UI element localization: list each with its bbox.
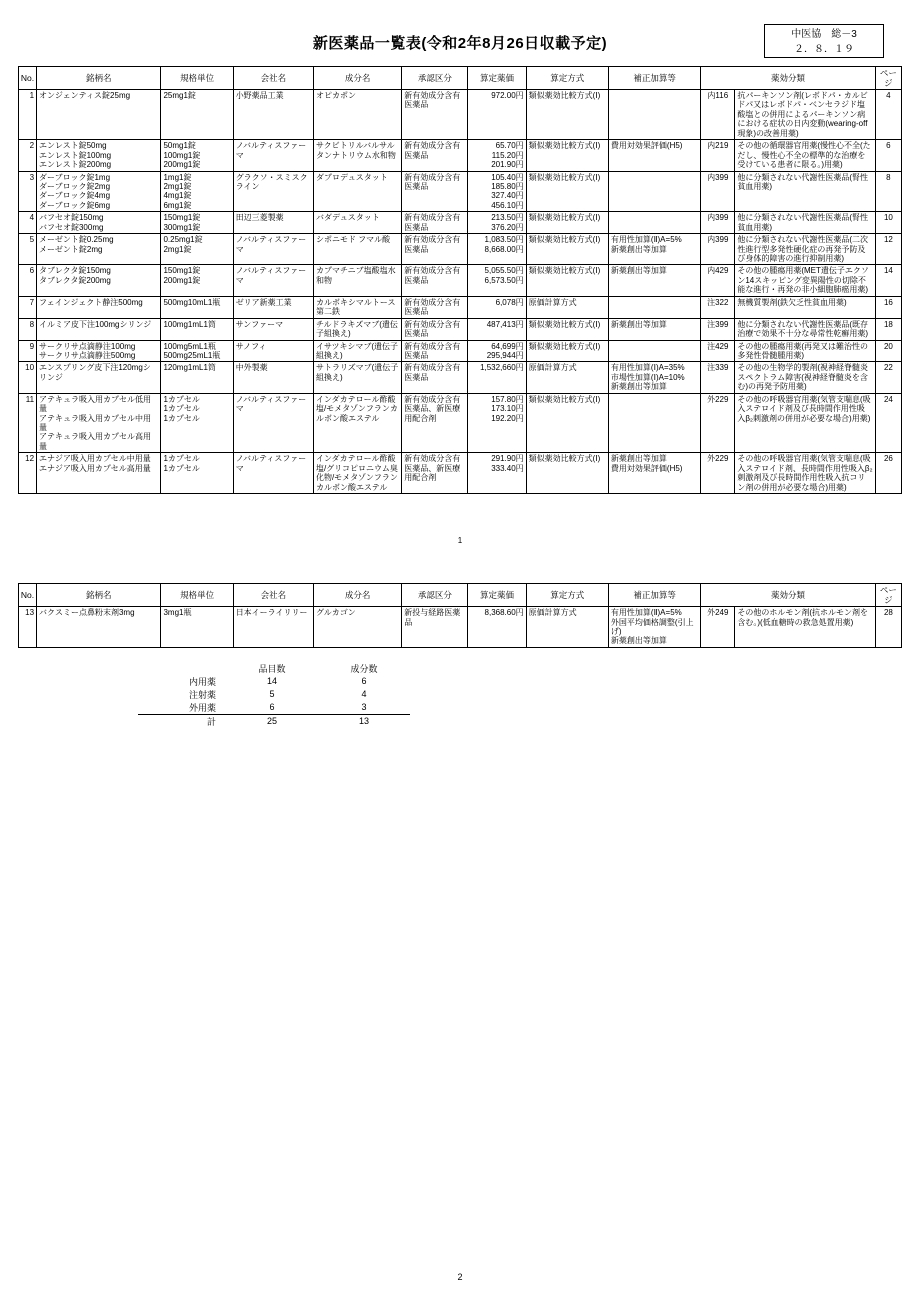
page-number-2: 2 bbox=[457, 1272, 463, 1282]
cell-name: イルミア皮下注100mgシリンジ bbox=[37, 318, 161, 340]
table-row bbox=[19, 90, 902, 140]
cell-name: バフセオ錠150mg バフセオ錠300mg bbox=[37, 212, 161, 234]
col-adjust: 補正加算等 bbox=[608, 67, 700, 90]
cell-ingredient: サクビトリルバルサルタンナトリウム水和物 bbox=[313, 140, 401, 171]
col-unit: 規格単位 bbox=[161, 584, 233, 607]
cell-name: フェインジェクト静注500mg bbox=[37, 296, 161, 318]
cell-page: 10 bbox=[875, 212, 901, 234]
cell-ingredient: バダデュスタット bbox=[313, 212, 401, 234]
cell-no: 3 bbox=[19, 171, 37, 212]
cell-company: サンファーマ bbox=[233, 318, 313, 340]
cell-method: 類似薬効比較方式(Ⅰ) bbox=[526, 318, 608, 340]
col-company: 会社名 bbox=[233, 584, 313, 607]
summary-row-label: 内用薬 bbox=[188, 676, 216, 687]
cell-price: 5,055.50円 6,573.50円 bbox=[468, 265, 526, 296]
col-approval: 承認区分 bbox=[402, 584, 468, 607]
cell-page: 24 bbox=[875, 393, 901, 453]
cell-ingredient: カルボキシマルトース第二鉄 bbox=[313, 296, 401, 318]
cell-approval: 新有効成分含有医薬品 bbox=[402, 171, 468, 212]
cell-page: 14 bbox=[875, 265, 901, 296]
cell-class: 注399 bbox=[701, 318, 735, 340]
col-method: 算定方式 bbox=[526, 67, 608, 90]
cell-effect: 無機質製剤(鉄欠乏性貧血用薬) bbox=[735, 296, 875, 318]
cell-method: 原価計算方式 bbox=[526, 607, 608, 648]
cell-no: 12 bbox=[19, 453, 37, 494]
cell-name: アテキュラ吸入用カプセル低用量 アテキュラ吸入用カプセル中用量 アテキュラ吸入用カプセル高用量 bbox=[37, 393, 161, 453]
summary-corner bbox=[138, 662, 226, 675]
cell-name: メーゼント錠0.25mg メーゼント錠2mg bbox=[37, 234, 161, 265]
cell-approval: 新有効成分含有医薬品、新医療用配合剤 bbox=[402, 393, 468, 453]
cell-ingredient: シポニモド フマル酸 bbox=[313, 234, 401, 265]
cell-class: 注429 bbox=[701, 340, 735, 362]
cell-method: 類似薬効比較方式(Ⅰ) bbox=[526, 265, 608, 296]
cell-price: 64,699円 295,944円 bbox=[468, 340, 526, 362]
table-row bbox=[19, 171, 902, 212]
cell-company: グラクソ・スミスクライン bbox=[233, 171, 313, 212]
col-ingredient: 成分名 bbox=[313, 584, 401, 607]
summary-total-label: 計 bbox=[138, 714, 226, 728]
cell-company: ノバルティスファーマ bbox=[233, 265, 313, 296]
page-number-1: 1 bbox=[457, 536, 463, 546]
cell-effect: 他に分類されない代謝性医薬品(腎性貧血用薬) bbox=[735, 171, 875, 212]
cell-effect: その他のホルモン剤(抗ホルモン剤を含む。)(低血糖時の救急処置用薬) bbox=[735, 607, 875, 648]
summary-row bbox=[138, 688, 410, 701]
cell-approval: 新有効成分含有医薬品、新医療用配合剤 bbox=[402, 453, 468, 494]
summary-total-row bbox=[138, 714, 410, 728]
cell-adjust: 有用性加算(Ⅰ)A=35% 市場性加算(Ⅰ)A=10% 新薬創出等加算 bbox=[608, 362, 700, 393]
cell-no: 10 bbox=[19, 362, 37, 393]
cell-approval: 新有効成分含有医薬品 bbox=[402, 140, 468, 171]
cell-effect: 他に分類されない代謝性医薬品(腎性貧血用薬) bbox=[735, 212, 875, 234]
cell-unit: 100mg5mL1瓶 500mg25mL1瓶 bbox=[161, 340, 233, 362]
cell-no: 9 bbox=[19, 340, 37, 362]
cell-unit: 1mg1錠 2mg1錠 4mg1錠 6mg1錠 bbox=[161, 171, 233, 212]
summary-total-value: 25 bbox=[226, 714, 318, 728]
cell-company: ノバルティスファーマ bbox=[233, 234, 313, 265]
cell-adjust: 新薬創出等加算 費用対効果評価(H5) bbox=[608, 453, 700, 494]
cell-unit: 1カプセル 1カプセル 1カプセル bbox=[161, 393, 233, 453]
cell-effect: その他の腫瘍用薬(再発又は難治性の多発性骨髄腫用薬) bbox=[735, 340, 875, 362]
table-header-row bbox=[19, 67, 902, 90]
cell-page: 26 bbox=[875, 453, 901, 494]
col-no: No. bbox=[19, 584, 37, 607]
cell-name: オンジェンティス錠25mg bbox=[37, 90, 161, 140]
table-row bbox=[19, 265, 902, 296]
cell-page: 28 bbox=[875, 607, 901, 648]
cell-class: 内399 bbox=[701, 171, 735, 212]
table-2-body bbox=[19, 607, 902, 648]
cell-effect: その他の生物学的製剤(視神経脊髄炎スペクトラム障害(視神経脊髄炎を含む)の再発予防用薬) bbox=[735, 362, 875, 393]
cell-ingredient: インダカテロール酢酸塩/モメタゾンフランカルボン酸エステル bbox=[313, 393, 401, 453]
cell-ingredient: インダカテロール酢酸塩/グリコピロニウム臭化物/モメタゾンフランカルボン酸エステル bbox=[313, 453, 401, 494]
cell-class: 内399 bbox=[701, 212, 735, 234]
summary-col-items: 品目数 bbox=[258, 663, 286, 674]
cell-method: 原価計算方式 bbox=[526, 296, 608, 318]
cell-name: サークリサ点滴静注100mg サークリサ点滴静注500mg bbox=[37, 340, 161, 362]
table-row bbox=[19, 607, 902, 648]
col-adjust: 補正加算等 bbox=[608, 584, 700, 607]
summary-total-value: 13 bbox=[318, 714, 410, 728]
cell-adjust bbox=[608, 393, 700, 453]
cell-ingredient: チルドラキズマブ(遺伝子組換え) bbox=[313, 318, 401, 340]
summary-row bbox=[138, 701, 410, 715]
cell-method: 類似薬効比較方式(Ⅰ) bbox=[526, 340, 608, 362]
summary-row-value: 6 bbox=[269, 702, 275, 713]
cell-unit: 3mg1瓶 bbox=[161, 607, 233, 648]
cell-price: 157.80円 173.10円 192.20円 bbox=[468, 393, 526, 453]
cell-adjust: 新薬創出等加算 bbox=[608, 318, 700, 340]
table-row bbox=[19, 212, 902, 234]
cell-method: 類似薬効比較方式(Ⅰ) bbox=[526, 234, 608, 265]
col-unit: 規格単位 bbox=[161, 67, 233, 90]
cell-no: 4 bbox=[19, 212, 37, 234]
col-ingredient: 成分名 bbox=[313, 67, 401, 90]
cell-method: 原価計算方式 bbox=[526, 362, 608, 393]
table-row bbox=[19, 362, 902, 393]
cell-company: サノフィ bbox=[233, 340, 313, 362]
cell-ingredient: グルカゴン bbox=[313, 607, 401, 648]
table-row bbox=[19, 140, 902, 171]
cell-name: ダーブロック錠1mg ダーブロック錠2mg ダーブロック錠4mg ダーブロック錠6mg bbox=[37, 171, 161, 212]
cell-page: 22 bbox=[875, 362, 901, 393]
cell-approval: 新有効成分含有医薬品 bbox=[402, 296, 468, 318]
drug-list-table-1 bbox=[18, 66, 902, 494]
summary-row bbox=[138, 675, 410, 688]
cell-unit: 500mg10mL1瓶 bbox=[161, 296, 233, 318]
cell-approval: 新有効成分含有医薬品 bbox=[402, 362, 468, 393]
cell-adjust: 有用性加算(Ⅱ)A=5% 新薬創出等加算 bbox=[608, 234, 700, 265]
cell-method: 類似薬効比較方式(Ⅰ) bbox=[526, 212, 608, 234]
cell-effect: その他の呼吸器官用薬(気管支喘息(吸入ステロイド剤及び長時間作用性吸入β₂刺激剤の併用が必要な場合)用薬) bbox=[735, 393, 875, 453]
cell-no: 8 bbox=[19, 318, 37, 340]
col-price: 算定薬価 bbox=[468, 584, 526, 607]
summary-header-row bbox=[138, 662, 410, 675]
cell-page: 6 bbox=[875, 140, 901, 171]
stamp-box bbox=[764, 24, 884, 58]
table-1-body bbox=[19, 90, 902, 494]
cell-effect: 抗パーキンソン剤(レボドパ・カルビドパ又はレボドパ・ベンセラジド塩酸塩との併用によるパーキンソン病における症状の日内変動(wearing-off現象)の改善用薬) bbox=[735, 90, 875, 140]
summary-row-value: 3 bbox=[361, 702, 367, 713]
cell-price: 213.50円 376.20円 bbox=[468, 212, 526, 234]
table-row bbox=[19, 340, 902, 362]
cell-method: 類似薬効比較方式(Ⅰ) bbox=[526, 171, 608, 212]
cell-class: 内429 bbox=[701, 265, 735, 296]
col-name: 銘柄名 bbox=[37, 67, 161, 90]
cell-price: 1,532,660円 bbox=[468, 362, 526, 393]
summary-row-value: 4 bbox=[361, 689, 367, 700]
col-page: ページ bbox=[875, 584, 901, 607]
cell-unit: 50mg1錠 100mg1錠 200mg1錠 bbox=[161, 140, 233, 171]
cell-class: 外229 bbox=[701, 453, 735, 494]
cell-ingredient: オピカポン bbox=[313, 90, 401, 140]
summary-row-label: 外用薬 bbox=[188, 702, 216, 713]
cell-unit: 150mg1錠 300mg1錠 bbox=[161, 212, 233, 234]
cell-ingredient: ダプロデュスタット bbox=[313, 171, 401, 212]
summary-table bbox=[138, 662, 410, 728]
cell-method: 類似薬効比較方式(Ⅰ) bbox=[526, 393, 608, 453]
cell-no: 2 bbox=[19, 140, 37, 171]
cell-company: ノバルティスファーマ bbox=[233, 140, 313, 171]
cell-price: 6,078円 bbox=[468, 296, 526, 318]
cell-no: 13 bbox=[19, 607, 37, 648]
col-name: 銘柄名 bbox=[37, 584, 161, 607]
cell-unit: 25mg1錠 bbox=[161, 90, 233, 140]
cell-price: 8,368.60円 bbox=[468, 607, 526, 648]
cell-approval: 新投与経路医薬品 bbox=[402, 607, 468, 648]
stamp-line-2: ２．８．１９ bbox=[794, 44, 854, 55]
cell-page: 18 bbox=[875, 318, 901, 340]
cell-adjust bbox=[608, 171, 700, 212]
cell-effect: その他の循環器官用薬(慢性心不全(ただし、慢性心不全の標準的な治療を受けている患者に限る。)用薬) bbox=[735, 140, 875, 171]
cell-class: 内116 bbox=[701, 90, 735, 140]
drug-list-table-2 bbox=[18, 583, 902, 648]
cell-price: 105.40円 185.80円 327.40円 456.10円 bbox=[468, 171, 526, 212]
cell-name: エンスプリング皮下注120mgシリンジ bbox=[37, 362, 161, 393]
cell-price: 65.70円 115.20円 201.90円 bbox=[468, 140, 526, 171]
cell-approval: 新有効成分含有医薬品 bbox=[402, 318, 468, 340]
cell-price: 487,413円 bbox=[468, 318, 526, 340]
cell-unit: 100mg1mL1筒 bbox=[161, 318, 233, 340]
cell-page: 12 bbox=[875, 234, 901, 265]
cell-company: ノバルティスファーマ bbox=[233, 393, 313, 453]
cell-adjust bbox=[608, 340, 700, 362]
cell-no: 7 bbox=[19, 296, 37, 318]
cell-price: 972.00円 bbox=[468, 90, 526, 140]
cell-page: 16 bbox=[875, 296, 901, 318]
col-company: 会社名 bbox=[233, 67, 313, 90]
cell-unit: 120mg1mL1筒 bbox=[161, 362, 233, 393]
cell-effect: 他に分類されない代謝性医薬品(二次性進行型多発性硬化症の再発予防及び身体的障害の進行抑制用薬) bbox=[735, 234, 875, 265]
document-header bbox=[18, 18, 902, 66]
table-row bbox=[19, 393, 902, 453]
cell-class: 内219 bbox=[701, 140, 735, 171]
cell-approval: 新有効成分含有医薬品 bbox=[402, 90, 468, 140]
summary-row-value: 6 bbox=[361, 676, 367, 687]
cell-method: 類似薬効比較方式(Ⅰ) bbox=[526, 453, 608, 494]
cell-approval: 新有効成分含有医薬品 bbox=[402, 265, 468, 296]
summary-col-ingredients: 成分数 bbox=[350, 663, 378, 674]
table-row bbox=[19, 234, 902, 265]
cell-adjust bbox=[608, 212, 700, 234]
cell-adjust: 新薬創出等加算 bbox=[608, 265, 700, 296]
cell-ingredient: イサツキシマブ(遺伝子組換え) bbox=[313, 340, 401, 362]
cell-name: バクスミー点鼻粉末剤3mg bbox=[37, 607, 161, 648]
cell-page: 4 bbox=[875, 90, 901, 140]
table-row bbox=[19, 296, 902, 318]
cell-ingredient: カプマチニブ塩酸塩水和物 bbox=[313, 265, 401, 296]
cell-company: 小野薬品工業 bbox=[233, 90, 313, 140]
cell-approval: 新有効成分含有医薬品 bbox=[402, 234, 468, 265]
cell-adjust bbox=[608, 296, 700, 318]
cell-price: 291.90円 333.40円 bbox=[468, 453, 526, 494]
table-row bbox=[19, 318, 902, 340]
col-effect: 薬効分類 bbox=[701, 584, 876, 607]
cell-class: 注339 bbox=[701, 362, 735, 393]
cell-no: 11 bbox=[19, 393, 37, 453]
cell-company: 田辺三菱製薬 bbox=[233, 212, 313, 234]
cell-price: 1,083.50円 8,668.00円 bbox=[468, 234, 526, 265]
cell-adjust: 費用対効果評価(H5) bbox=[608, 140, 700, 171]
cell-adjust bbox=[608, 90, 700, 140]
cell-company: 中外製薬 bbox=[233, 362, 313, 393]
cell-method: 類似薬効比較方式(Ⅰ) bbox=[526, 140, 608, 171]
cell-page: 8 bbox=[875, 171, 901, 212]
cell-name: エンレスト錠50mg エンレスト錠100mg エンレスト錠200mg bbox=[37, 140, 161, 171]
summary-row-value: 5 bbox=[269, 689, 275, 700]
cell-effect: その他の呼吸器官用薬(気管支喘息(吸入ステロイド剤、長時間作用性吸入β₂刺激剤及び長時間作用性吸入抗コリン剤の併用が必要な場合)用薬) bbox=[735, 453, 875, 494]
cell-approval: 新有効成分含有医薬品 bbox=[402, 340, 468, 362]
cell-method: 類似薬効比較方式(Ⅰ) bbox=[526, 90, 608, 140]
cell-no: 6 bbox=[19, 265, 37, 296]
stamp-line-1: 中医協 総－3 bbox=[791, 29, 857, 40]
cell-unit: 150mg1錠 200mg1錠 bbox=[161, 265, 233, 296]
cell-adjust: 有用性加算(Ⅱ)A=5% 外国平均価格調整(引上げ) 新薬創出等加算 bbox=[608, 607, 700, 648]
cell-company: ゼリア新薬工業 bbox=[233, 296, 313, 318]
cell-no: 5 bbox=[19, 234, 37, 265]
cell-effect: 他に分類されない代謝性医薬品(既存治療で効果不十分な尋常性乾癬用薬) bbox=[735, 318, 875, 340]
col-approval: 承認区分 bbox=[402, 67, 468, 90]
col-price: 算定薬価 bbox=[468, 67, 526, 90]
cell-ingredient: サトラリズマブ(遺伝子組換え) bbox=[313, 362, 401, 393]
col-page: ページ bbox=[875, 67, 901, 90]
cell-class: 内399 bbox=[701, 234, 735, 265]
cell-company: ノバルティスファーマ bbox=[233, 453, 313, 494]
col-no: No. bbox=[19, 67, 37, 90]
page-title: 新医薬品一覧表(令和2年8月26日収載予定) bbox=[312, 35, 608, 52]
cell-company: 日本イーライリリー bbox=[233, 607, 313, 648]
cell-class: 外249 bbox=[701, 607, 735, 648]
cell-effect: その他の腫瘍用薬(MET遺伝子エクソン14スキッピング変異陽性の切除不能な進行・再発の非小細胞肺癌用薬) bbox=[735, 265, 875, 296]
summary-row-label: 注射薬 bbox=[188, 689, 216, 700]
summary-row-value: 14 bbox=[266, 676, 277, 687]
col-method: 算定方式 bbox=[526, 584, 608, 607]
cell-approval: 新有効成分含有医薬品 bbox=[402, 212, 468, 234]
cell-page: 20 bbox=[875, 340, 901, 362]
summary-body bbox=[138, 662, 410, 728]
cell-unit: 1カプセル 1カプセル bbox=[161, 453, 233, 494]
cell-unit: 0.25mg1錠 2mg1錠 bbox=[161, 234, 233, 265]
col-effect: 薬効分類 bbox=[701, 67, 876, 90]
table-header-row bbox=[19, 584, 902, 607]
cell-name: タブレクタ錠150mg タブレクタ錠200mg bbox=[37, 265, 161, 296]
cell-name: エナジア吸入用カプセル中用量 エナジア吸入用カプセル高用量 bbox=[37, 453, 161, 494]
cell-no: 1 bbox=[19, 90, 37, 140]
cell-class: 外229 bbox=[701, 393, 735, 453]
table-row bbox=[19, 453, 902, 494]
cell-class: 注322 bbox=[701, 296, 735, 318]
